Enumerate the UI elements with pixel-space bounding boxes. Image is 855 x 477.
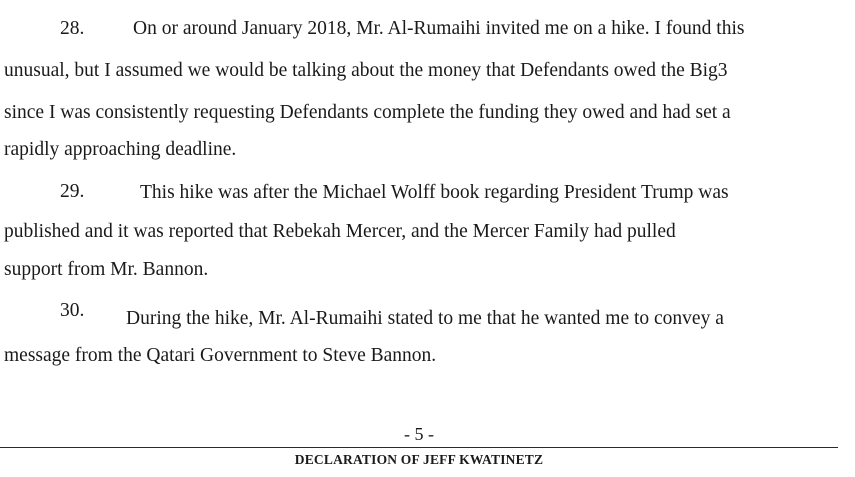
paragraph-line: rapidly approaching deadline.	[4, 139, 237, 160]
paragraph-line: published and it was reported that Rebekah Mercer, and the Mercer Family had pulled	[4, 221, 676, 242]
paragraph-line: since I was consistently requesting Defendants complete the funding they owed and had set a	[4, 102, 731, 123]
paragraph-number: 29.	[60, 181, 85, 202]
paragraph-line: During the hike, Mr. Al-Rumaihi stated to me that he wanted me to convey a	[126, 308, 724, 329]
paragraph-line: This hike was after the Michael Wolff book regarding President Trump was	[140, 182, 729, 203]
paragraph-number: 28.	[60, 18, 85, 39]
paragraph-line: unusual, but I assumed we would be talking about the money that Defendants owed the Big3	[4, 60, 728, 81]
footer-rule	[0, 447, 838, 448]
page-number: - 5 -	[404, 424, 434, 444]
paragraph-line: support from Mr. Bannon.	[4, 259, 209, 280]
paragraph-line: On or around January 2018, Mr. Al-Rumaihi invited me on a hike. I found this	[133, 18, 745, 39]
footer-title: DECLARATION OF JEFF KWATINETZ	[294, 452, 544, 467]
paragraph-number: 30.	[60, 300, 85, 321]
paragraph-line: message from the Qatari Government to Steve Bannon.	[4, 345, 437, 366]
